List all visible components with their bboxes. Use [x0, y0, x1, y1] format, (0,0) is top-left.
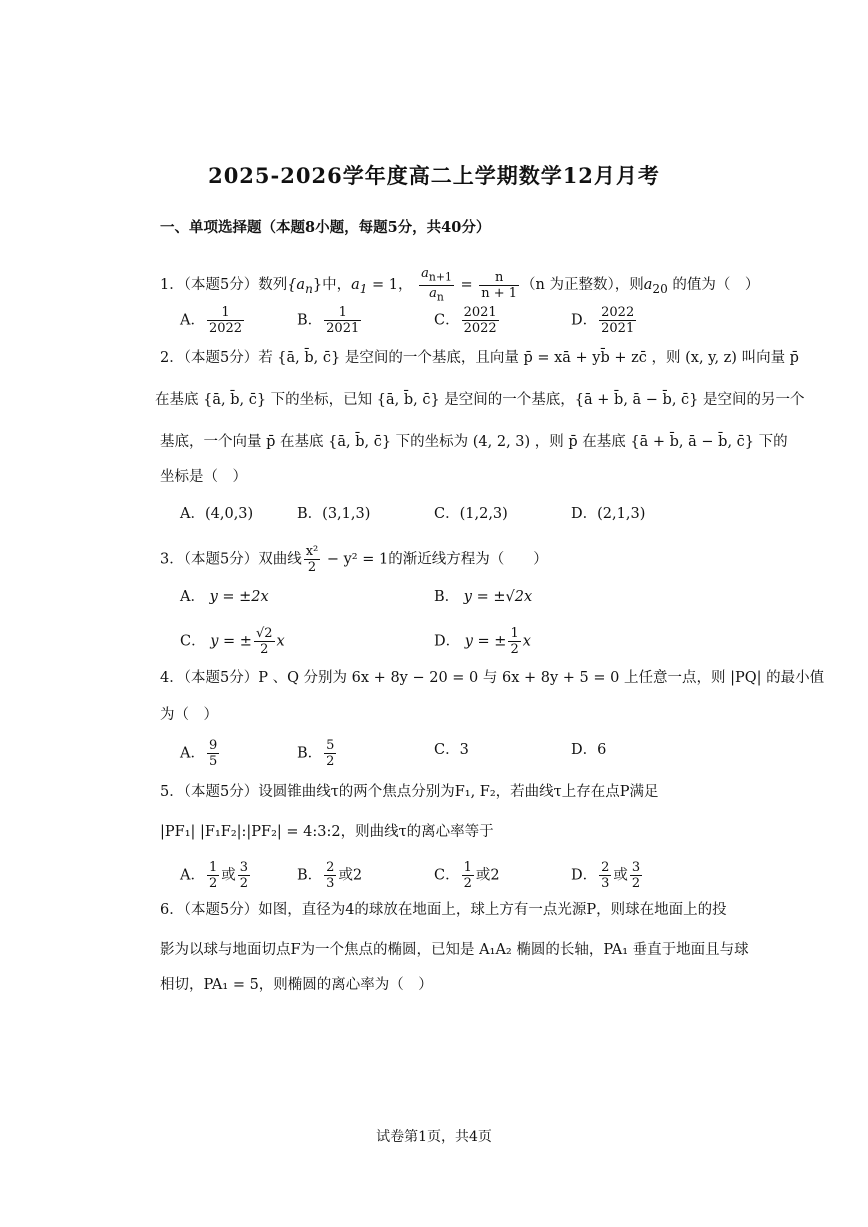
- q1-seq-sub: n: [305, 281, 313, 296]
- q1-opt-b-den: 2021: [326, 321, 360, 336]
- q3-opt-c-post: x: [276, 633, 285, 650]
- question-6-line-2: 影为以球与地面切点F为一个焦点的椭圆，已知是 A₁A₂ 椭圆的长轴，PA₁ 垂直于地面且与球: [160, 942, 749, 958]
- q4-option-d[interactable]: D．6: [571, 742, 607, 758]
- q1-frac-num-sub: n+1: [428, 270, 452, 284]
- question-5-line-1: 5．（本题5分）设圆锥曲线τ的两个焦点分别为F₁, F₂，若曲线τ上存在点P满足: [160, 784, 659, 800]
- q3-opt-d-label: D．: [434, 633, 461, 650]
- q5-opt-d-frac1: [599, 860, 611, 891]
- q1-option-c[interactable]: [434, 305, 501, 336]
- section-heading: 一、单项选择题（本题8小题，每题5分，共40分）: [160, 219, 491, 236]
- q3-option-b[interactable]: [434, 587, 532, 607]
- q1-opt-b-num: 1: [324, 305, 361, 321]
- q5-opt-a-n1: 1: [208, 860, 218, 875]
- q2-opt-d-label: D．: [571, 506, 598, 522]
- q1-opt-a-den: 2022: [208, 321, 243, 336]
- q1-target-sub: 20: [652, 281, 668, 296]
- q1-opt-c-num: 2021: [463, 305, 497, 320]
- q1-opt-d-frac: [599, 305, 636, 336]
- q5-opt-d-d2: 2: [631, 876, 641, 891]
- q5-opt-d-label: D．: [571, 867, 598, 884]
- q5-opt-d-n2: 3: [631, 860, 641, 875]
- question-6-line-1: 6．（本题5分）如图，直径为4的球放在地面上，球上方有一点光源P，则球在地面上的投: [160, 902, 727, 918]
- q3-opt-c-frac: [254, 626, 275, 657]
- q1-seq: {a: [287, 277, 306, 294]
- q5-opt-a-d1: 2: [208, 876, 218, 891]
- q3-opt-d-pre: y = ±: [464, 633, 507, 650]
- q3-opt-a-text: y = ±2x: [209, 589, 269, 605]
- q3-opt-b-label: B．: [434, 589, 460, 605]
- q1-opt-c-label: C．: [434, 312, 460, 329]
- q2-option-c[interactable]: [434, 504, 508, 524]
- q3-opt-c-num: √2: [255, 626, 273, 641]
- question-5-line-2: |PF₁| |F₁F₂|:|PF₂| = 4:3:2，则曲线τ的离心率等于: [160, 824, 494, 840]
- question-3-stem: [160, 544, 548, 575]
- q5-opt-c-mid: 或2: [475, 867, 500, 884]
- q4-opt-a-num: 9: [208, 738, 218, 753]
- q4-opt-b-den: 2: [326, 754, 335, 769]
- q2-opt-d-text: (2,1,3): [597, 506, 646, 522]
- q2-option-d[interactable]: [571, 504, 645, 524]
- q1-opt-c-den: 2022: [463, 321, 497, 336]
- q2-opt-c-label: C．: [434, 506, 460, 522]
- q5-opt-b-d1: 3: [326, 876, 335, 891]
- q3-frac-num: x²: [305, 544, 319, 559]
- question-2-line-1: 2．（本题5分）若 {ā, b̄, c̄} 是空间的一个基底，且向量 p̄ = xā + yb̄ + zc̄ ，则 (x, y, z) 叫向量 p̄: [160, 350, 799, 366]
- q1-seq-close: }中，: [312, 277, 352, 294]
- q2-option-a[interactable]: [180, 504, 253, 524]
- q1-frac-den: a: [429, 285, 437, 301]
- question-1-stem: [160, 266, 759, 304]
- q1-opt-c-frac: [462, 305, 499, 336]
- question-2-line-2: 在基底 {ā, b̄, c̄} 下的坐标，已知 {ā, b̄, c̄} 是空间的一个基底，{ā + b̄, ā − b̄, c̄} 是空间的另一个: [155, 392, 805, 408]
- q1-opt-b-frac: [324, 305, 361, 336]
- q1-target: a: [643, 277, 653, 294]
- q2-option-b[interactable]: [297, 504, 370, 524]
- q3-text-a: 3．（本题5分）双曲线: [160, 551, 302, 568]
- q3-frac-den: 2: [307, 560, 317, 575]
- q4-opt-a-label: A．: [180, 745, 205, 762]
- q5-opt-a-mid: 或: [221, 867, 236, 884]
- q1-opt-a-num: 1: [207, 305, 244, 321]
- q3-opt-d-post: x: [522, 633, 531, 650]
- q4-opt-b-frac: [324, 738, 336, 769]
- q2-opt-b-label: B．: [297, 506, 323, 522]
- q5-option-a[interactable]: [180, 860, 252, 891]
- q5-opt-b-frac1: [324, 860, 336, 891]
- q3-opt-d-num: 1: [510, 626, 519, 641]
- q2-opt-a-label: A．: [180, 506, 205, 522]
- q4-opt-b-label: B．: [297, 745, 323, 762]
- q2-opt-a-text: (4,0,3): [204, 506, 254, 522]
- q1-frac2-num: n: [479, 270, 519, 286]
- q3-opt-d-den: 2: [510, 642, 519, 657]
- q3-fraction: [304, 544, 321, 575]
- q5-opt-c-d1: 2: [463, 876, 472, 891]
- q4-opt-a-den: 5: [208, 754, 218, 769]
- q5-opt-d-d1: 3: [601, 876, 610, 891]
- q1-a1-rest: = 1，: [367, 277, 413, 294]
- question-4-line-1: 4．（本题5分）P 、Q 分别为 6x + 8y − 20 = 0 与 6x + 8y + 5 = 0 上任意一点，则 |PQ| 的最小值: [160, 670, 825, 686]
- q4-option-b[interactable]: [297, 738, 338, 769]
- q1-frac-num: a: [421, 266, 429, 281]
- q3-option-a[interactable]: [180, 587, 269, 607]
- q4-opt-b-num: 5: [326, 738, 335, 753]
- q1-n-fraction: [479, 270, 519, 301]
- q5-option-c[interactable]: [434, 860, 500, 891]
- q3-opt-c-den: 2: [260, 642, 269, 657]
- q5-opt-c-n1: 1: [463, 860, 472, 875]
- q1-opt-a-label: A．: [180, 312, 205, 329]
- q1-opt-a-frac: [207, 305, 244, 336]
- q3-option-c[interactable]: [180, 626, 285, 657]
- q5-opt-a-n2: 3: [239, 860, 249, 875]
- q5-option-d[interactable]: [571, 860, 644, 891]
- q1-eq: =: [455, 277, 478, 294]
- q1-option-b[interactable]: [297, 305, 363, 336]
- q1-opt-d-num: 2022: [601, 305, 635, 320]
- q4-option-c[interactable]: C．3: [434, 742, 469, 758]
- q3-opt-a-label: A．: [180, 589, 205, 605]
- q5-opt-b-mid: 或2: [338, 867, 363, 884]
- q5-opt-b-n1: 2: [326, 860, 335, 875]
- q2-opt-c-text: (1,2,3): [459, 506, 508, 522]
- q1-text-c: 的值为（ ）: [667, 277, 760, 294]
- question-2-line-4: 坐标是（ ）: [160, 469, 247, 485]
- q1-option-a[interactable]: [180, 305, 246, 336]
- q1-opt-d-label: D．: [571, 312, 598, 329]
- q3-opt-b-text: y = ±√2x: [463, 589, 533, 605]
- q3-opt-c-pre: y = ±: [210, 633, 252, 650]
- q3-opt-c-label: C．: [180, 633, 206, 650]
- q1-a1: a: [351, 277, 360, 294]
- q5-opt-c-label: C．: [434, 867, 460, 884]
- q5-opt-d-frac2: [630, 860, 642, 891]
- q3-option-d[interactable]: [434, 626, 531, 657]
- q4-option-a[interactable]: [180, 738, 221, 769]
- q1-opt-d-den: 2021: [601, 321, 635, 336]
- q5-opt-a-frac1: [207, 860, 219, 891]
- q1-opt-b-label: B．: [297, 312, 323, 329]
- q3-opt-d-frac: [508, 626, 520, 657]
- q3-text-b: − y² = 1的渐近线方程为（ ）: [322, 551, 548, 568]
- q5-opt-b-label: B．: [297, 867, 323, 884]
- q5-opt-a-label: A．: [180, 867, 205, 884]
- q5-opt-d-n1: 2: [601, 860, 610, 875]
- q1-text: 1．（本题5分）数列: [160, 277, 288, 294]
- question-2-line-3: 基底，一个向量 p̄ 在基底 {ā, b̄, c̄} 下的坐标为 (4, 2, 3) ，则 p̄ 在基底 {ā + b̄, ā − b̄, c̄} 下的: [160, 434, 788, 450]
- q1-text-b: （n 为正整数），则: [521, 277, 644, 294]
- q5-opt-d-mid: 或: [613, 867, 628, 884]
- question-4-line-2: 为（ ）: [160, 707, 218, 723]
- q1-a1-sub: 1: [359, 281, 368, 296]
- q5-opt-a-d2: 2: [239, 876, 249, 891]
- q5-option-b[interactable]: [297, 860, 362, 891]
- exam-title: 2025-2026学年度高二上学期数学12月月考: [208, 163, 660, 188]
- q2-opt-b-text: (3,1,3): [322, 506, 371, 522]
- question-6-line-3: 相切，PA₁ = 5，则椭圆的离心率为（ ）: [160, 977, 433, 993]
- q5-opt-a-frac2: [238, 860, 250, 891]
- page-footer: 试卷第1页，共4页: [376, 1129, 492, 1145]
- q1-frac-den-sub: n: [436, 290, 444, 304]
- q1-option-d[interactable]: [571, 305, 638, 336]
- q4-opt-a-frac: [207, 738, 219, 769]
- q1-ratio-fraction: [419, 266, 454, 304]
- q5-opt-c-frac1: [462, 860, 474, 891]
- q1-frac2-den: n + 1: [481, 285, 518, 301]
